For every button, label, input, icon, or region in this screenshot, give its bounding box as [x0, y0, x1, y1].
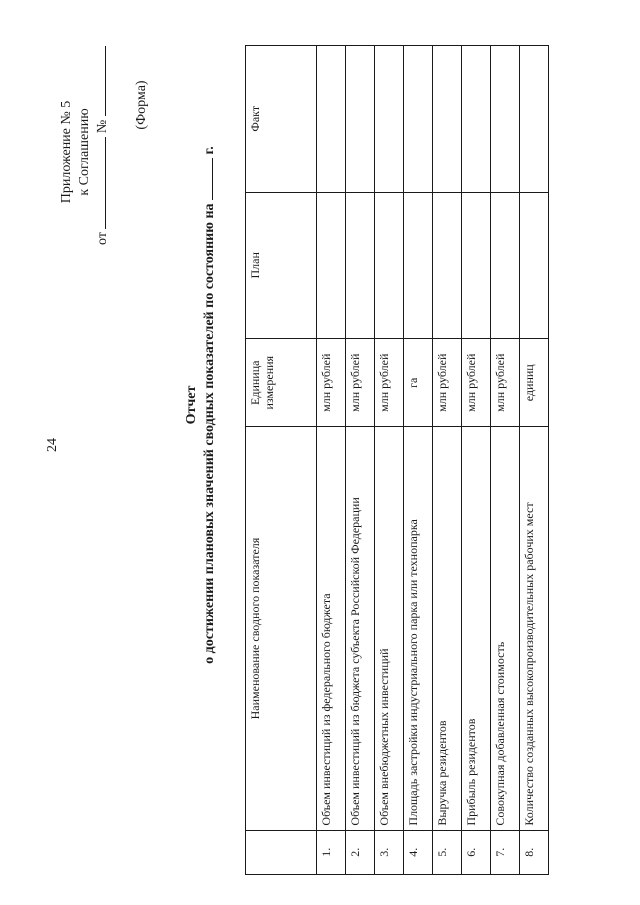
number-blank	[92, 46, 106, 116]
report-date-blank	[200, 158, 213, 200]
row-plan-cell[interactable]	[520, 192, 549, 339]
row-unit: млн рублей	[491, 339, 520, 427]
appendix-title: Приложение № 5	[59, 100, 74, 204]
row-indicator-name: Объем инвестиций из бюджета субъекта Российской Федерации	[346, 427, 375, 830]
table-row	[462, 46, 491, 875]
row-plan-cell[interactable]	[404, 192, 433, 339]
row-plan-cell[interactable]	[346, 192, 375, 339]
row-fact-cell[interactable]	[433, 46, 462, 193]
row-plan-cell[interactable]	[462, 192, 491, 339]
header-unit: Единица измерения	[246, 339, 317, 427]
row-fact-cell[interactable]	[404, 46, 433, 193]
table-header-row	[246, 46, 317, 875]
table-row	[375, 46, 404, 875]
row-unit: млн рублей	[346, 339, 375, 427]
row-number: 5.	[433, 830, 462, 874]
table-row	[520, 46, 549, 875]
row-number: 2.	[346, 830, 375, 874]
header-plan: План	[246, 192, 317, 339]
table-row	[346, 46, 375, 875]
row-fact-cell[interactable]	[375, 46, 404, 193]
row-indicator-name: Совокупная добавленная стоимость	[491, 427, 520, 830]
row-indicator-name: Объем инвестиций из федерального бюджета	[317, 427, 346, 830]
row-fact-cell[interactable]	[491, 46, 520, 193]
row-unit: млн рублей	[375, 339, 404, 427]
row-plan-cell[interactable]	[491, 192, 520, 339]
row-indicator-name: Площадь застройки индустриального парка или технопарка	[404, 427, 433, 830]
form-label: (Форма)	[134, 80, 149, 130]
row-plan-cell[interactable]	[317, 192, 346, 339]
indicators-table	[245, 45, 549, 875]
row-indicator-name: Количество созданных высокопроизводительных рабочих мест	[520, 427, 549, 830]
table-row	[404, 46, 433, 875]
date-blank	[92, 137, 106, 229]
table-row	[433, 46, 462, 875]
appendix-agreement-ref: к Соглашению	[77, 108, 92, 196]
row-unit: га	[404, 339, 433, 427]
page-number: 24	[45, 438, 60, 452]
row-unit: единиц	[520, 339, 549, 427]
row-number: 7.	[491, 830, 520, 874]
row-fact-cell[interactable]	[317, 46, 346, 193]
row-indicator-name: Выручка резидентов	[433, 427, 462, 830]
row-number: 6.	[462, 830, 491, 874]
table-row	[491, 46, 520, 875]
report-title	[183, 55, 218, 755]
from-label: от	[95, 232, 110, 245]
number-label: №	[95, 119, 110, 134]
row-number: 8.	[520, 830, 549, 874]
row-number: 1.	[317, 830, 346, 874]
appendix-header	[58, 87, 94, 217]
row-indicator-name: Объем внебюджетных инвестиций	[375, 427, 404, 830]
row-unit: млн рублей	[462, 339, 491, 427]
row-plan-cell[interactable]	[433, 192, 462, 339]
row-unit: млн рублей	[317, 339, 346, 427]
report-title-line1: Отчет	[184, 385, 199, 425]
row-fact-cell[interactable]	[520, 46, 549, 193]
report-title-line2: о достижении плановых значений сводных показателей по состоянию на г.	[202, 146, 217, 664]
row-unit: млн рублей	[433, 339, 462, 427]
header-name: Наименование сводного показателя	[246, 427, 317, 830]
row-number: 4.	[404, 830, 433, 874]
row-plan-cell[interactable]	[375, 192, 404, 339]
row-fact-cell[interactable]	[462, 46, 491, 193]
row-indicator-name: Прибыль резидентов	[462, 427, 491, 830]
row-fact-cell[interactable]	[346, 46, 375, 193]
agreement-date-number-line	[92, 25, 111, 245]
header-num	[246, 830, 317, 874]
header-fact: Факт	[246, 46, 317, 193]
row-number: 3.	[375, 830, 404, 874]
table-row	[317, 46, 346, 875]
